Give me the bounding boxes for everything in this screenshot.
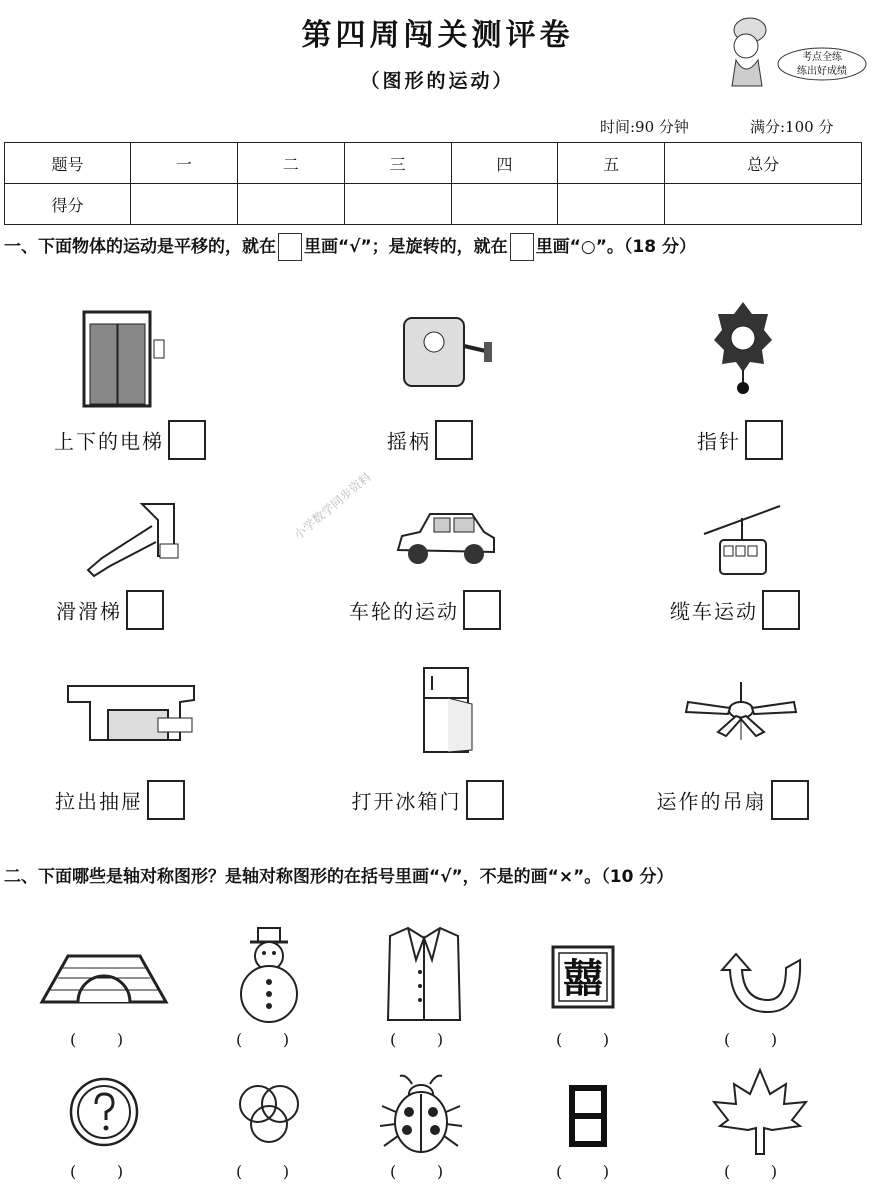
item-wheel xyxy=(335,590,515,630)
double-happiness-icon xyxy=(550,944,616,1010)
table-cell: 得分 xyxy=(5,184,131,225)
full-score: 满分:100 分 xyxy=(750,118,834,136)
score-input-cell[interactable] xyxy=(131,184,238,225)
drawer-icon xyxy=(62,680,198,746)
answer-box[interactable] xyxy=(168,420,206,460)
answer-paren[interactable]: ( ) xyxy=(724,1162,778,1181)
answer-paren[interactable]: ( ) xyxy=(390,1030,444,1049)
score-input-cell[interactable] xyxy=(558,184,665,225)
question-2: 二、下面哪些是轴对称图形？是轴对称图形的在括号里画“√”，不是的画“×”。（10 分） xyxy=(4,867,674,887)
fridge-icon xyxy=(418,664,478,756)
inline-box xyxy=(278,233,302,261)
table-cell: 三 xyxy=(344,143,451,184)
snowman-icon xyxy=(236,926,302,1024)
table-cell: 一 xyxy=(131,143,238,184)
answer-box[interactable] xyxy=(463,590,501,630)
item-drawer xyxy=(40,780,200,820)
table-row xyxy=(5,143,862,184)
table-cell: 五 xyxy=(558,143,665,184)
question-circle-icon xyxy=(68,1076,140,1148)
score-input-cell[interactable] xyxy=(665,184,862,225)
answer-box[interactable] xyxy=(745,420,783,460)
item-label: 指针 xyxy=(697,429,741,454)
digit-eight-icon xyxy=(568,1084,608,1148)
item-label: 缆车运动 xyxy=(670,599,758,624)
table-row xyxy=(5,184,862,225)
answer-box[interactable] xyxy=(466,780,504,820)
answer-paren[interactable]: ( ) xyxy=(556,1030,610,1049)
score-input-cell[interactable] xyxy=(237,184,344,225)
bridge-icon xyxy=(38,950,170,1006)
double-happiness-char: 囍 xyxy=(563,956,603,1002)
watermark: 小学数学同步资料 xyxy=(291,469,374,543)
coat-icon xyxy=(384,924,464,1024)
item-ceiling-fan xyxy=(640,780,825,820)
score-input-cell[interactable] xyxy=(344,184,451,225)
item-cable-car xyxy=(650,590,820,630)
question-1-text-a: 一、下面物体的运动是平移的，就在 xyxy=(4,237,276,257)
table-cell: 二 xyxy=(237,143,344,184)
mascot-line2: 练出好成绩 xyxy=(797,66,847,77)
item-label: 摇柄 xyxy=(387,429,431,454)
item-label: 上下的电梯 xyxy=(54,429,164,454)
answer-paren[interactable]: ( ) xyxy=(724,1030,778,1049)
ladybug-icon xyxy=(378,1072,464,1156)
item-elevator xyxy=(30,420,230,460)
slide-icon xyxy=(82,496,192,578)
u-turn-arrow-icon xyxy=(712,950,802,1014)
ceiling-fan-icon xyxy=(684,680,798,746)
item-label: 拉出抽屉 xyxy=(55,789,143,814)
mascot-icon xyxy=(718,8,866,88)
answer-paren[interactable]: ( ) xyxy=(70,1030,124,1049)
mascot-line1: 考点全练 xyxy=(802,52,842,63)
item-label: 运作的吊扇 xyxy=(656,789,767,814)
item-fridge-door xyxy=(335,780,520,820)
table-cell: 四 xyxy=(451,143,558,184)
score-table xyxy=(4,142,862,225)
page-subtitle: （图形的运动） xyxy=(360,70,515,92)
answer-paren[interactable]: ( ) xyxy=(390,1162,444,1181)
car-icon xyxy=(394,506,498,568)
question-1-text-c: 里画“○”。（18 分） xyxy=(535,237,696,257)
maple-leaf-icon xyxy=(710,1068,810,1156)
pencil-sharpener-icon xyxy=(398,306,498,390)
inline-box xyxy=(510,233,534,261)
answer-box[interactable] xyxy=(435,420,473,460)
item-label: 车轮的运动 xyxy=(349,599,459,624)
score-input-cell[interactable] xyxy=(451,184,558,225)
answer-box[interactable] xyxy=(762,590,800,630)
elevator-icon xyxy=(80,310,170,410)
question-1-text-b: 里画“√”；是旋转的，就在 xyxy=(304,237,508,257)
answer-paren[interactable]: ( ) xyxy=(236,1162,290,1181)
exam-time: 时间:90 分钟 xyxy=(600,118,689,136)
cable-car-icon xyxy=(702,500,782,580)
question-1 xyxy=(4,232,696,261)
answer-paren[interactable]: ( ) xyxy=(70,1162,124,1181)
answer-box[interactable] xyxy=(126,590,164,630)
answer-paren[interactable]: ( ) xyxy=(236,1030,290,1049)
clock-pendulum-icon xyxy=(712,300,774,396)
item-label: 滑滑梯 xyxy=(56,599,122,624)
answer-box[interactable] xyxy=(771,780,809,820)
table-cell: 题号 xyxy=(5,143,131,184)
item-clock-hand xyxy=(660,420,820,460)
answer-paren[interactable]: ( ) xyxy=(556,1162,610,1181)
three-rings-icon xyxy=(236,1080,302,1148)
item-crank xyxy=(350,420,510,460)
table-cell: 总分 xyxy=(665,143,862,184)
answer-box[interactable] xyxy=(147,780,185,820)
item-label: 打开冰箱门 xyxy=(351,789,462,814)
item-slide xyxy=(40,590,180,630)
page-title: 第四周闯关测评卷 xyxy=(301,18,574,53)
